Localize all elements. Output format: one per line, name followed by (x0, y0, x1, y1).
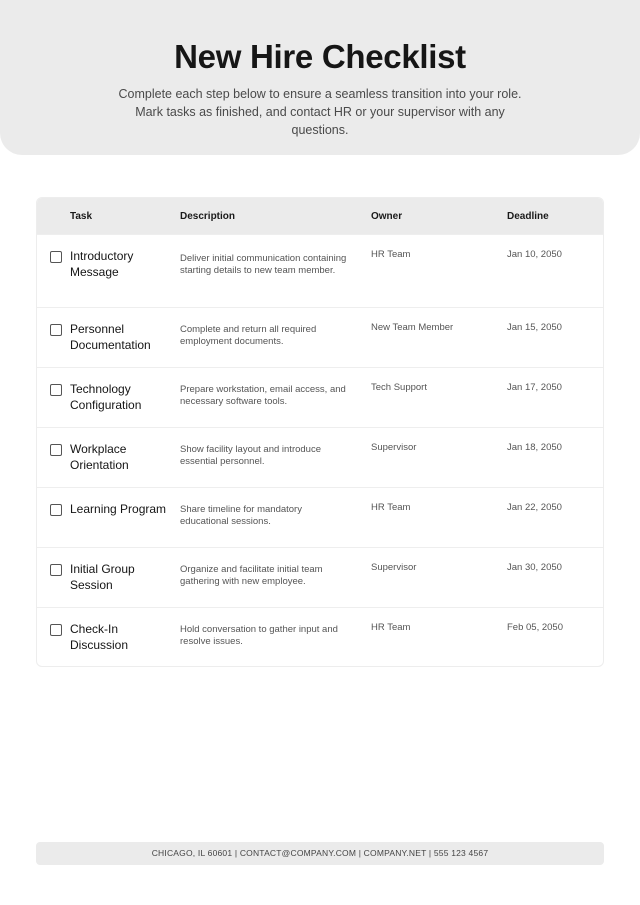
column-header-description: Description (180, 211, 236, 222)
task-name: Technology Configuration (70, 382, 142, 412)
task-checkbox[interactable] (50, 251, 62, 263)
task-deadline: Jan 17, 2050 (507, 382, 562, 393)
task-checkbox[interactable] (50, 564, 62, 576)
task-description: Organize and facilitate initial team gathering with new employee. (180, 564, 323, 587)
task-name: Introductory Message (70, 249, 134, 279)
task-checkbox[interactable] (50, 444, 62, 456)
task-deadline: Jan 30, 2050 (507, 562, 562, 573)
table-row (37, 307, 603, 367)
column-header-owner: Owner (371, 211, 403, 222)
footer-contact: CHICAGO, IL 60601 | CONTACT@COMPANY.COM | COMPANY.NET | 555 123 4567 (36, 842, 604, 865)
task-deadline: Feb 05, 2050 (507, 622, 563, 633)
task-owner: New Team Member (371, 322, 454, 333)
table-row (37, 547, 603, 607)
task-description: Hold conversation to gather input and resolve issues. (180, 624, 338, 647)
checklist-table (36, 197, 604, 667)
task-owner: HR Team (371, 622, 411, 633)
task-name: Learning Program (70, 502, 167, 516)
task-name: Initial Group Session (70, 562, 135, 592)
task-owner: Supervisor (371, 442, 417, 453)
task-owner: Supervisor (371, 562, 417, 573)
table-row (37, 234, 603, 307)
task-checkbox[interactable] (50, 384, 62, 396)
task-description: Prepare workstation, email access, and necessary software tools. (180, 384, 346, 407)
task-checkbox[interactable] (50, 504, 62, 516)
task-description: Deliver initial communication containing starting details to new team member. (180, 253, 347, 276)
task-checkbox[interactable] (50, 324, 62, 336)
page-subtitle: Complete each step below to ensure a seamless transition into your role. Mark tasks as finished, and contact HR or your supervisor with any questions. (118, 87, 522, 137)
table-row (37, 427, 603, 487)
column-header-deadline: Deadline (507, 211, 549, 222)
task-name: Workplace Orientation (70, 442, 129, 472)
table-header (37, 198, 603, 234)
page-title: New Hire Checklist (174, 38, 466, 75)
task-deadline: Jan 18, 2050 (507, 442, 562, 453)
task-deadline: Jan 22, 2050 (507, 502, 562, 513)
column-header-task: Task (70, 211, 93, 222)
task-owner: HR Team (371, 502, 411, 513)
task-description: Show facility layout and introduce essential personnel. (180, 444, 321, 467)
task-deadline: Jan 10, 2050 (507, 249, 562, 260)
task-description: Complete and return all required employment documents. (180, 324, 317, 347)
table-row (37, 487, 603, 547)
task-owner: HR Team (371, 249, 411, 260)
task-checkbox[interactable] (50, 624, 62, 636)
task-deadline: Jan 15, 2050 (507, 322, 562, 333)
table-row (37, 607, 603, 666)
task-name: Check-In Discussion (70, 622, 129, 652)
task-description: Share timeline for mandatory educational sessions. (180, 504, 302, 527)
page-header (0, 0, 640, 155)
task-owner: Tech Support (371, 382, 427, 393)
table-row (37, 367, 603, 427)
task-name: Personnel Documentation (70, 322, 151, 352)
